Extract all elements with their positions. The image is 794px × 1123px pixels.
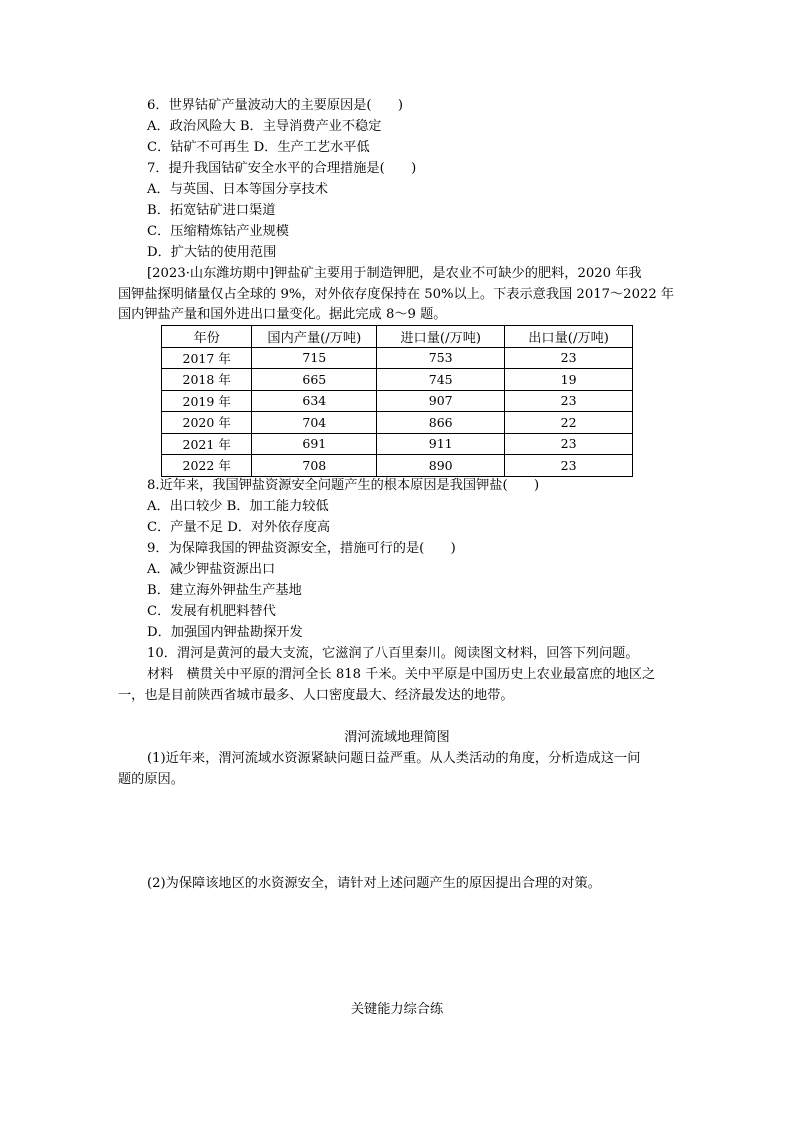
cell-year: 2018 年 [162,369,252,391]
passage-line-1: [2023·山东潍坊期中]钾盐矿主要用于制造钾肥，是农业不可缺少的肥料，2020 年我 [147,266,642,281]
header-domestic-output: 国内产量(/万吨) [252,326,377,348]
cell-domestic: 665 [252,369,377,391]
question-7-option-d: D．扩大钴的使用范围 [147,245,277,260]
question-7-option-b: B．拓宽钴矿进口渠道 [147,203,276,218]
question-10-material-line-2: 一，也是目前陕西省城市最多、人口密度最大、经济最发达的地带。 [118,688,514,703]
cell-domestic: 715 [252,347,377,369]
cell-import: 911 [377,433,505,455]
question-9-option-b: B．建立海外钾盐生产基地 [147,583,302,598]
cell-year: 2022 年 [162,455,252,477]
question-7-stem: 7．提升我国钴矿安全水平的合理措施是( ) [147,161,417,176]
figure-title: 渭河流域地理简图 [344,730,450,745]
cell-domestic: 691 [252,433,377,455]
cell-export: 19 [505,369,633,391]
table-row [162,412,633,434]
question-6-stem: 6．世界钴矿产量波动大的主要原因是( ) [147,98,404,113]
potash-table [161,325,633,477]
question-8-options-ab: A．出口较少 B．加工能力较低 [147,499,329,514]
question-10-material-line-1: 材料 横贯关中平原的渭河全长 818 千米。关中平原是中国历史上农业最富庶的地区之 [147,667,656,682]
question-8-stem: 8.近年来，我国钾盐资源安全问题产生的根本原因是我国钾盐( ) [147,478,540,493]
cell-export: 23 [505,390,633,412]
cell-import: 890 [377,455,505,477]
question-10-stem: 10．渭河是黄河的最大支流，它滋润了八百里秦川。阅读图文材料，回答下列问题。 [147,646,639,661]
table-row [162,433,633,455]
header-imports: 进口量(/万吨) [377,326,505,348]
cell-year: 2021 年 [162,433,252,455]
question-6-options-cd: C．钴矿不可再生 D．生产工艺水平低 [147,140,370,155]
question-9-stem: 9．为保障我国的钾盐资源安全，措施可行的是( ) [147,541,456,556]
cell-import: 753 [377,347,505,369]
question-9-option-d: D．加强国内钾盐勘探开发 [147,625,303,640]
table-header-row [162,326,633,348]
table-row [162,347,633,369]
cell-year: 2020 年 [162,412,252,434]
cell-domestic: 708 [252,455,377,477]
question-7-option-a: A．与英国、日本等国分享技术 [147,182,328,197]
question-10-sub2: (2)为保障该地区的水资源安全，请针对上述问题产生的原因提出合理的对策。 [147,876,601,891]
cell-year: 2017 年 [162,347,252,369]
cell-domestic: 634 [252,390,377,412]
cell-import: 907 [377,390,505,412]
section-title: 关键能力综合练 [350,1002,444,1017]
header-year: 年份 [162,326,252,348]
cell-export: 23 [505,433,633,455]
question-7-option-c: C．压缩精炼钴产业规模 [147,224,289,239]
cell-year: 2019 年 [162,390,252,412]
cell-export: 23 [505,347,633,369]
question-6-options-ab: A．政治风险大 B．主导消费产业不稳定 [147,119,382,134]
cell-export: 22 [505,412,633,434]
table-row [162,455,633,477]
passage-line-3: 国内钾盐产量和国外进出口量变化。据此完成 8～9 题。 [118,307,447,322]
question-8-options-cd: C．产量不足 D．对外依存度高 [147,520,331,535]
passage-line-2: 国钾盐探明储量仅占全球的 9%，对外依存度保持在 50%以上。下表示意我国 2017～2022 年 [118,287,675,302]
table-row [162,390,633,412]
table-row [162,369,633,391]
question-9-option-a: A．减少钾盐资源出口 [147,562,276,577]
cell-import: 866 [377,412,505,434]
question-10-sub1-line-1: (1)近年来，渭河流域水资源紧缺问题日益严重。从人类活动的角度，分析造成这一问 [147,751,641,766]
question-9-option-c: C．发展有机肥料替代 [147,604,276,619]
cell-domestic: 704 [252,412,377,434]
question-10-sub1-line-2: 题的原因。 [118,772,184,787]
header-exports: 出口量(/万吨) [505,326,633,348]
cell-export: 23 [505,455,633,477]
cell-import: 745 [377,369,505,391]
